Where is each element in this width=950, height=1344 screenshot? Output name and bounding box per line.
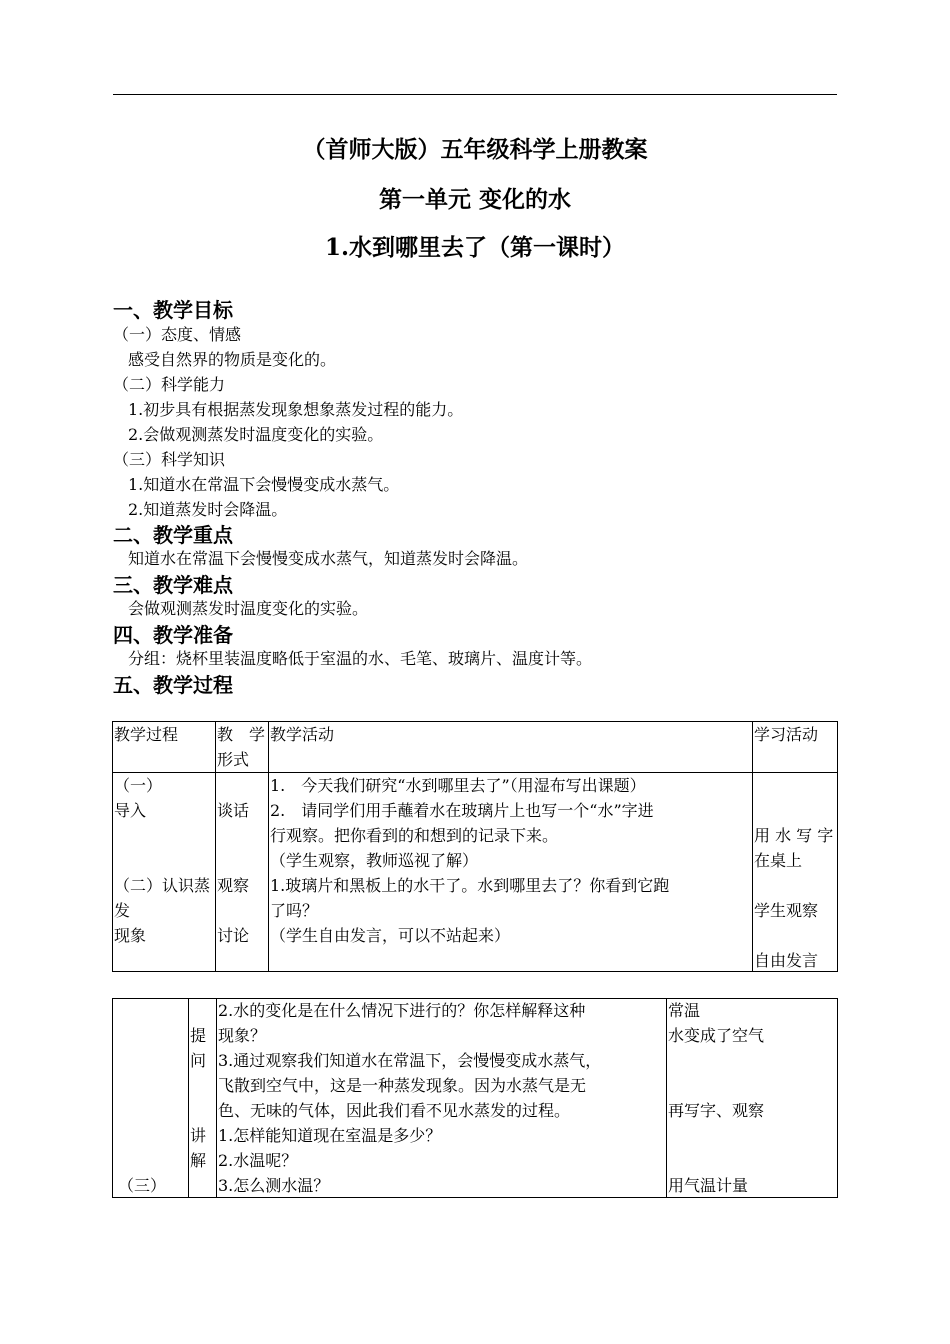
activity-line: 3.通过观察我们知道水在常温下，会慢慢变成水蒸气， — [218, 1051, 602, 1070]
learning-line: 再写字、观察 — [668, 1101, 765, 1120]
form-label: 提 — [190, 1026, 207, 1045]
text-line: 2.会做观测蒸发时温度变化的实验。 — [128, 425, 384, 444]
learning-line: 水变成了空气 — [668, 1026, 765, 1045]
activity-line: 2.水温呢？ — [218, 1151, 298, 1170]
activity-line: 1.玻璃片和黑板上的水干了。水到哪里去了？你看到它跑 — [270, 876, 670, 895]
subsection-label: （二）科学能力 — [113, 375, 226, 394]
stage-label: 导入 — [114, 801, 147, 820]
lesson-title: 1.水到哪里去了（第一课时） — [324, 234, 625, 261]
activity-line: 行观察。把你看到的和想到的记录下来。 — [270, 826, 559, 845]
column-header: 形式 — [217, 750, 250, 769]
header-rule — [113, 94, 837, 95]
form-label: 讨论 — [217, 926, 250, 945]
unit-title: 第一单元 变化的水 — [378, 186, 571, 213]
section-heading: 一、教学目标 — [113, 298, 233, 322]
subsection-label: （一）态度、情感 — [113, 325, 242, 344]
activity-line: 飞散到空气中，这是一种蒸发现象。因为水蒸气是无 — [218, 1076, 587, 1095]
column-header: 教学活动 — [270, 725, 335, 744]
activity-line: 1. 今天我们研究“水到哪里去了”（用湿布写出课题） — [270, 776, 646, 795]
learning-line: 学生观察 — [754, 901, 819, 920]
text-line: 知道水在常温下会慢慢变成水蒸气，知道蒸发时会降温。 — [128, 549, 529, 568]
text-line: 1.知道水在常温下会慢慢变成水蒸气。 — [128, 475, 400, 494]
text-line: 1.初步具有根据蒸发现象想象蒸发过程的能力。 — [128, 400, 464, 419]
section-heading: 四、教学准备 — [113, 623, 233, 647]
activity-line: 1.怎样能知道现在室温是多少？ — [218, 1126, 442, 1145]
stage-label: （一） — [114, 776, 163, 795]
column-header: 教 学 — [217, 725, 266, 744]
form-label: 问 — [190, 1051, 207, 1070]
table-cell — [112, 998, 189, 1198]
activity-line: （学生观察，教师巡视了解） — [270, 851, 479, 870]
form-label: 解 — [190, 1151, 207, 1170]
activity-line: 了吗？ — [270, 901, 319, 920]
stage-label: 发 — [114, 901, 131, 920]
stage-label: （二）认识蒸 — [114, 876, 211, 895]
section-heading: 五、教学过程 — [113, 673, 233, 697]
learning-line: 在桌上 — [754, 851, 803, 870]
activity-line: 现象？ — [218, 1026, 267, 1045]
text-line: 会做观测蒸发时温度变化的实验。 — [128, 599, 369, 618]
activity-line: 2.水的变化是在什么情况下进行的？你怎样解释这种 — [218, 1001, 586, 1020]
column-header: 学习活动 — [754, 725, 819, 744]
form-label: 讲 — [190, 1126, 207, 1145]
stage-label: （三） — [118, 1176, 167, 1195]
learning-line: 用 水 写 字 — [754, 826, 834, 845]
activity-line: 3.怎么测水温？ — [218, 1176, 330, 1195]
learning-line: 用气温计量 — [668, 1176, 749, 1195]
text-line: 分组：烧杯里装温度略低于室温的水、毛笔、玻璃片、温度计等。 — [128, 649, 593, 668]
form-label: 谈话 — [217, 801, 250, 820]
table-cell — [268, 721, 753, 773]
column-header: 教学过程 — [114, 725, 179, 744]
learning-line: 自由发言 — [754, 951, 819, 970]
text-line: 感受自然界的物质是变化的。 — [128, 350, 337, 369]
subsection-label: （三）科学知识 — [113, 450, 226, 469]
activity-line: 色、无味的气体，因此我们看不见水蒸发的过程。 — [218, 1101, 571, 1120]
activity-line: （学生自由发言，可以不站起来） — [270, 926, 511, 945]
stage-label: 现象 — [114, 926, 147, 945]
text-line: 2.知道蒸发时会降温。 — [128, 500, 288, 519]
section-heading: 三、教学难点 — [113, 573, 233, 597]
form-label: 观察 — [217, 876, 250, 895]
activity-line: 2. 请同学们用手蘸着水在玻璃片上也写一个“水”字进 — [270, 801, 654, 820]
learning-line: 常温 — [668, 1001, 701, 1020]
doc-title: （首师大版）五年级科学上册教案 — [302, 136, 648, 163]
section-heading: 二、教学重点 — [113, 523, 233, 547]
